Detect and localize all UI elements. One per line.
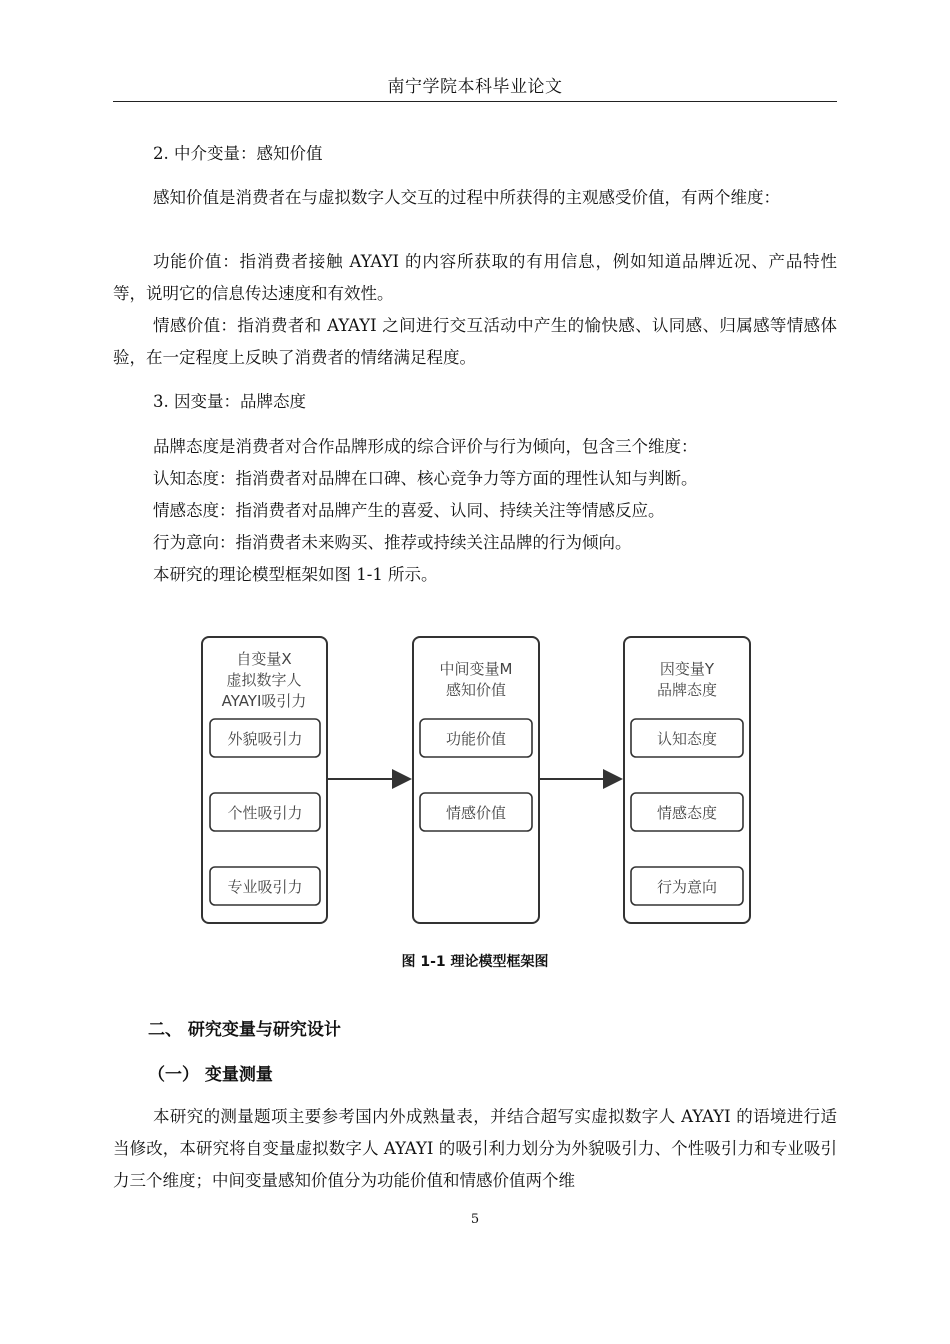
paragraph-affective-attitude: 情感态度：指消费者对品牌产生的喜爱、认同、持续关注等情感反应。 bbox=[153, 501, 665, 520]
item-affective-attitude-label: 情感态度 bbox=[656, 804, 718, 822]
paragraph-emotional-value: 情感价值：指消费者和 AYAYI 之间进行交互活动中产生的愉快感、认同感、归属感等情感体验，在一定程度上反映了消费者的情绪满足程度。 bbox=[113, 316, 837, 367]
page-header: 南宁学院本科毕业论文 bbox=[387, 77, 563, 97]
section-heading-two: 二、 研究变量与研究设计 bbox=[148, 1020, 341, 1040]
item-personality-label: 个性吸引力 bbox=[227, 804, 303, 822]
theoretical-model-diagram bbox=[198, 633, 758, 929]
page-number: 5 bbox=[470, 1212, 480, 1227]
paragraph-behavioral-intention: 行为意向：指消费者未来购买、推荐或持续关注品牌的行为倾向。 bbox=[153, 533, 632, 552]
item-functional-value-label: 功能价值 bbox=[445, 730, 507, 748]
paragraph-measurement: 本研究的测量题项主要参考国内外成熟量表，并结合超写实虚拟数字人 AYAYI 的语境进行适当修改，本研究将自变量虚拟数字人 AYAYI 的吸引利力划分为外貌吸引力、个性吸引力和专业吸引力三个维度；中间变量感知价值分为功能价值和情感价值两个维 bbox=[113, 1107, 837, 1190]
box-y-title-2: 品牌态度 bbox=[656, 681, 718, 699]
item-expertise-label: 专业吸引力 bbox=[227, 878, 303, 896]
box-x-title-2: 虚拟数字人 bbox=[226, 671, 302, 689]
paragraph-functional-value: 功能价值：指消费者接触 AYAYI 的内容所获取的有用信息，例如知道品牌近况、产品特性等，说明它的信息传达速度和有效性。 bbox=[113, 252, 837, 303]
item-emotional-value-label: 情感价值 bbox=[445, 804, 507, 822]
mediator-variable-box bbox=[413, 637, 539, 923]
subsection-heading-one: （一） 变量测量 bbox=[148, 1065, 273, 1085]
box-y-title-1: 因变量Y bbox=[659, 660, 715, 678]
figure-caption: 图 1-1 理论模型框架图 bbox=[401, 954, 549, 970]
box-m-title-2: 感知价值 bbox=[445, 681, 507, 699]
paragraph-perceived-value-intro: 感知价值是消费者在与虚拟数字人交互的过程中所获得的主观感受价值，有两个维度： bbox=[153, 188, 780, 207]
paragraph-cognitive-attitude: 认知态度：指消费者对品牌在口碑、核心竞争力等方面的理性认知与判断。 bbox=[153, 469, 698, 488]
box-x-title-1: 自变量X bbox=[236, 650, 292, 668]
paragraph-brand-attitude-intro: 品牌态度是消费者对合作品牌形成的综合评价与行为倾向，包含三个维度： bbox=[153, 437, 698, 456]
paragraph-figure-reference: 本研究的理论模型框架如图 1-1 所示。 bbox=[153, 565, 438, 584]
section-heading-mediator: 2. 中介变量：感知价值 bbox=[153, 144, 323, 163]
box-x-title-3: AYAYI吸引力 bbox=[221, 692, 307, 710]
item-appearance-label: 外貌吸引力 bbox=[227, 730, 303, 748]
item-behavioral-intention-label: 行为意向 bbox=[656, 878, 718, 896]
item-cognitive-attitude-label: 认知态度 bbox=[656, 730, 718, 748]
box-m-title-1: 中间变量M bbox=[439, 660, 513, 678]
header-rule bbox=[113, 101, 837, 102]
section-heading-dependent: 3. 因变量：品牌态度 bbox=[153, 392, 306, 411]
